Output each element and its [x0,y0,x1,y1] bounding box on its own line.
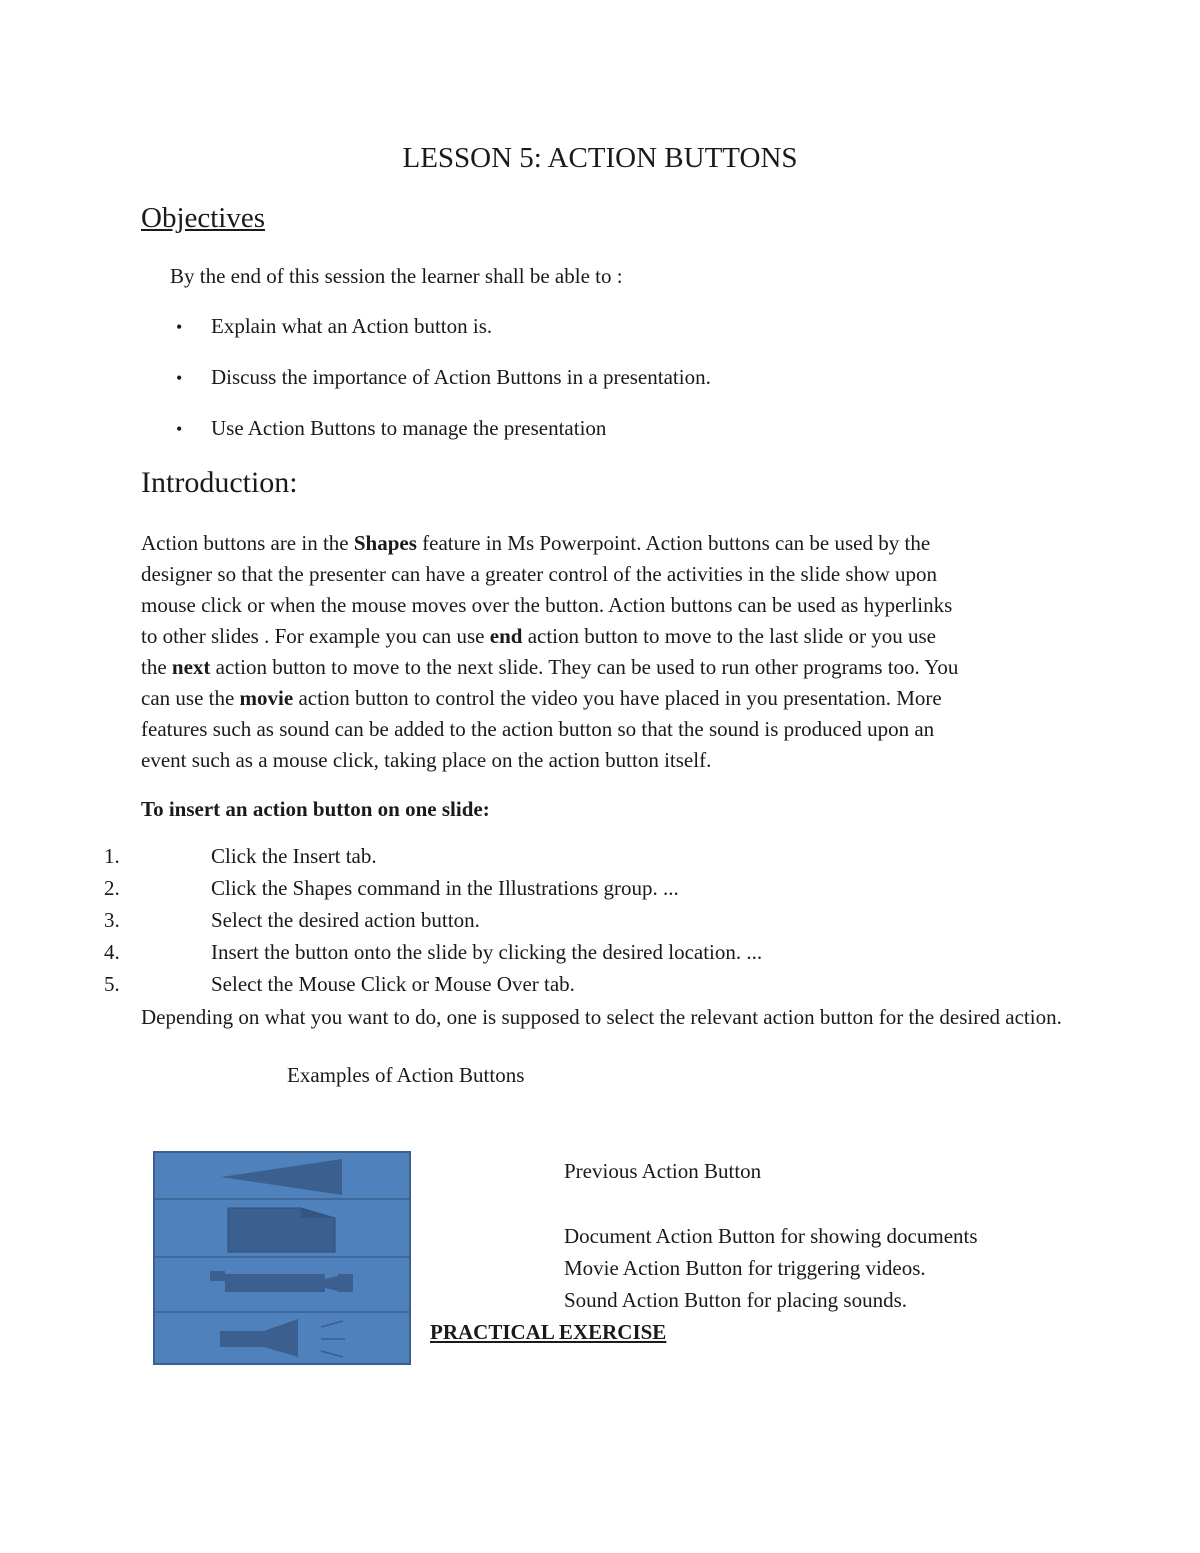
bullet-icon: • [176,368,183,388]
objective-item: Explain what an Action button is. [211,314,493,338]
page-title: LESSON 5: ACTION BUTTONS [402,142,798,174]
emphasis-term: movie [239,686,294,710]
button-description: Movie Action Button for triggering videos. [564,1256,926,1280]
step-text: Click the Insert tab. [211,844,377,868]
examples-caption: Examples of Action Buttons [287,1063,525,1087]
emphasis-term: Shapes [353,531,417,555]
emphasis-term: next [171,655,211,679]
paragraph-line: Action buttons are in the Shapes feature in Ms Powerpoint. Action buttons can be used by the [141,531,931,555]
step-number: 2. [104,876,120,900]
objectives-heading: Objectives [141,202,266,234]
objective-item: Use Action Buttons to manage the presentation [211,416,607,440]
step-text: Select the desired action button. [211,908,480,932]
step-number: 3. [104,908,120,932]
paragraph-line: the next action button to move to the next slide. They can be used to run other programs too. You [141,655,959,679]
steps-note: Depending on what you want to do, one is supposed to select the relevant action button for the desired action. [141,1005,1062,1029]
objective-item: Discuss the importance of Action Buttons in a presentation. [211,365,711,389]
button-description: Previous Action Button [564,1159,762,1183]
paragraph-line: event such as a mouse click, taking place on the action button itself. [141,748,712,772]
practical-exercise-heading: PRACTICAL EXERCISE [430,1320,667,1344]
step-text: Insert the button onto the slide by clicking the desired location. ... [211,940,763,964]
button-description: Document Action Button for showing documents [564,1224,978,1248]
paragraph-line: can use the movie action button to control the video you have placed in you presentation. More [141,686,942,710]
insert-steps-heading: To insert an action button on one slide: [141,797,490,821]
step-text: Click the Shapes command in the Illustrations group. ... [211,876,679,900]
bullet-icon: • [176,317,183,337]
action-buttons-image [153,1151,411,1365]
paragraph-line: to other slides . For example you can use end action button to move to the last slide or you use [141,624,936,648]
paragraph-line: features such as sound can be added to the action button so that the sound is produced upon an [141,717,935,741]
bullet-icon: • [176,419,183,439]
step-text: Select the Mouse Click or Mouse Over tab. [211,972,575,996]
paragraph-line: mouse click or when the mouse moves over the button. Action buttons can be used as hyperlinks [141,593,953,617]
introduction-paragraph [141,528,1081,776]
objectives-intro: By the end of this session the learner shall be able to : [170,264,623,288]
step-number: 4. [104,940,120,964]
emphasis-term: end [489,624,523,648]
introduction-heading: Introduction: [141,466,298,499]
button-description: Sound Action Button for placing sounds. [564,1288,907,1312]
step-number: 1. [104,844,120,868]
paragraph-line: designer so that the presenter can have a greater control of the activities in the slide show upon [141,562,937,586]
step-number: 5. [104,972,120,996]
document-icon [228,1208,335,1252]
